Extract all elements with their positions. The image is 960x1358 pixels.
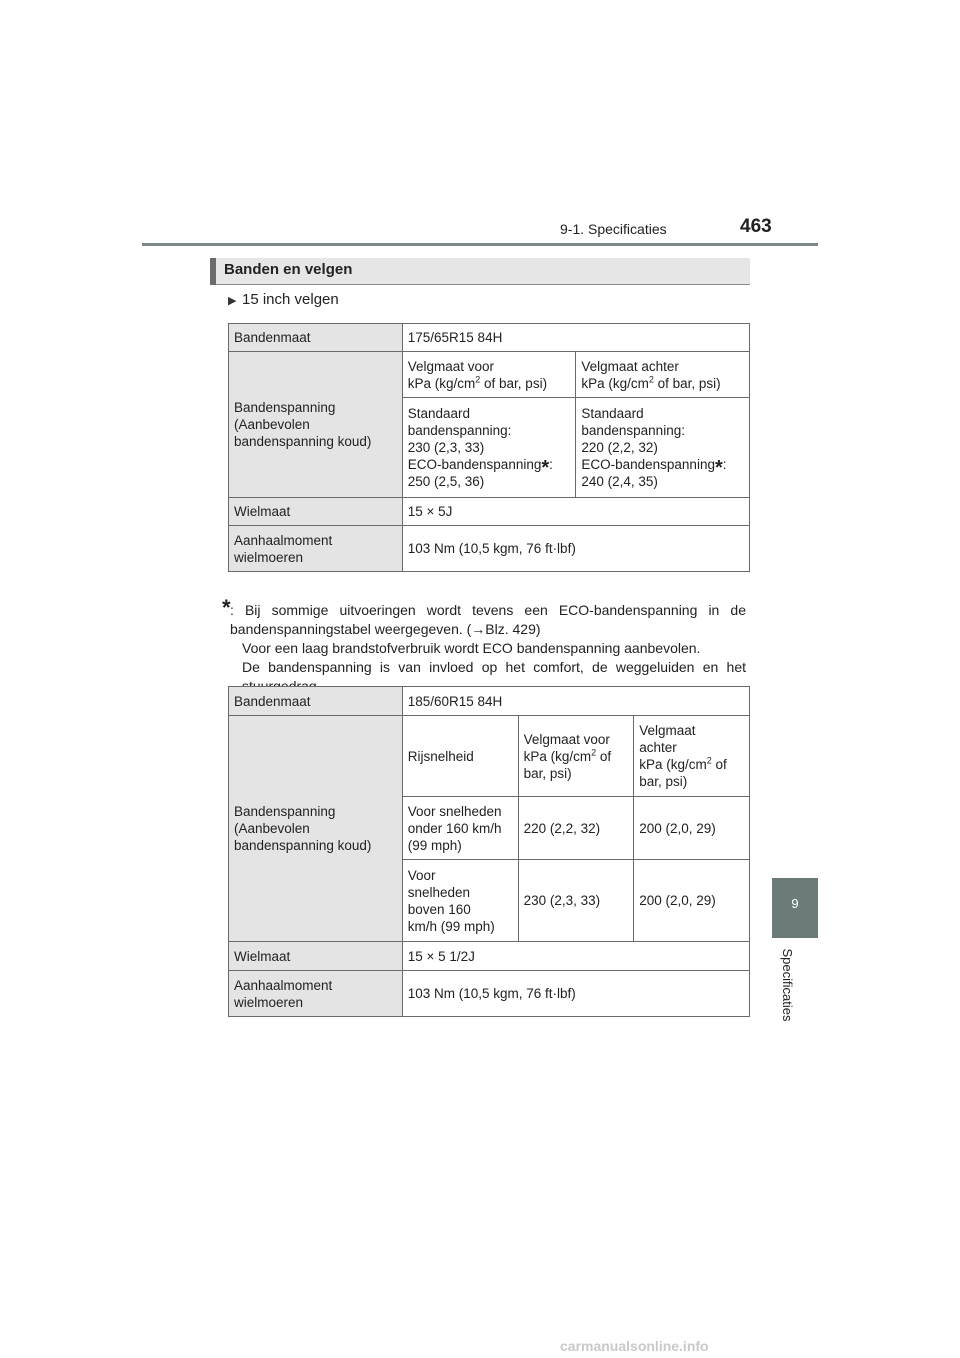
tire-size-value: 185/60R15 84H [402, 687, 749, 716]
watermark: carmanualsonline.info [560, 1338, 709, 1354]
footnote-line-2: Voor een laag brandstofverbruik wordt ECO bandenspanning aanbevolen. [242, 640, 701, 656]
section-title-box [210, 258, 750, 285]
footnote [222, 595, 746, 696]
front-header: Velgmaat voor kPa ($kg/cm^2$ of bar, psi) [402, 352, 576, 398]
torque-value: 103 Nm (10,5 kgm, 76 ft·lbf) [402, 971, 749, 1017]
chapter-tab [772, 878, 818, 938]
torque-label: Aanhaalmoment wielmoeren [229, 526, 403, 572]
footnote-line-3: De bandenspanning is van invloed op het comfort, de weggeluiden en het [242, 659, 746, 675]
section-header: 9-1. Specificaties [560, 221, 667, 237]
front-pressure: Standaard bandenspanning: 230 (2,3, 33) ECO-bandenspanning*: 250 (2,5, 36) [402, 398, 576, 498]
pressure-label: Bandenspanning (Aanbevolen bandenspanning koud) [229, 716, 403, 942]
high-speed-label: Voor snelheden boven 160 km/h (99 mph) [402, 860, 518, 942]
tire-size-label: Bandenmaat [229, 324, 403, 352]
tire-spec-table-1 [228, 323, 750, 572]
section-title: Banden en velgen [224, 261, 353, 278]
pressure-label: Bandenspanning (Aanbevolen bandenspanning koud) [229, 352, 403, 498]
low-speed-label: Voor snelheden onder 160 km/h (99 mph) [402, 797, 518, 860]
wheel-size-label: Wielmaat [229, 942, 403, 971]
rear-pressure: Standaard bandenspanning: 220 (2,2, 32) ECO-bandenspanning*: 240 (2,4, 35) [576, 398, 750, 498]
chapter-tab-label: Specificaties [780, 948, 795, 1022]
triangle-bullet-icon: ▶ [228, 295, 237, 307]
tire-size-label: Bandenmaat [229, 687, 403, 716]
header-rule [142, 243, 818, 246]
rear-header: Velgmaat achter kPa ($kg/cm^2$ of bar, psi) [634, 716, 750, 797]
high-speed-front: 230 (2,3, 33) [518, 860, 634, 942]
footnote-line-1: : Bij sommige uitvoeringen wordt tevens een ECO-bandenspanning in de bandenspanningstabel weergegeven. (→Blz. 429) [230, 602, 746, 637]
torque-value: 103 Nm (10,5 kgm, 76 ft·lbf) [402, 526, 749, 572]
wheel-size-value: 15 × 5J [402, 498, 749, 526]
chapter-tab-number: 9 [791, 896, 799, 911]
tire-size-value: 175/65R15 84H [402, 324, 749, 352]
wheel-size-label: Wielmaat [229, 498, 403, 526]
rear-header: Velgmaat achter kPa ($kg/cm^2$ of bar, psi) [576, 352, 750, 398]
sub-heading: 15 inch velgen [242, 291, 339, 308]
speed-header: Rijsnelheid [402, 716, 518, 797]
low-speed-rear: 200 (2,0, 29) [634, 797, 750, 860]
high-speed-rear: 200 (2,0, 29) [634, 860, 750, 942]
wheel-size-value: 15 × 5 1/2J [402, 942, 749, 971]
section-title-bar [210, 258, 216, 285]
front-header: Velgmaat voor kPa ($kg/cm^2$ of bar, psi) [518, 716, 634, 797]
low-speed-front: 220 (2,2, 32) [518, 797, 634, 860]
torque-label: Aanhaalmoment wielmoeren [229, 971, 403, 1017]
page-number: 463 [740, 216, 772, 237]
footnote-marker: * [222, 595, 231, 620]
tire-spec-table-2 [228, 686, 750, 1017]
